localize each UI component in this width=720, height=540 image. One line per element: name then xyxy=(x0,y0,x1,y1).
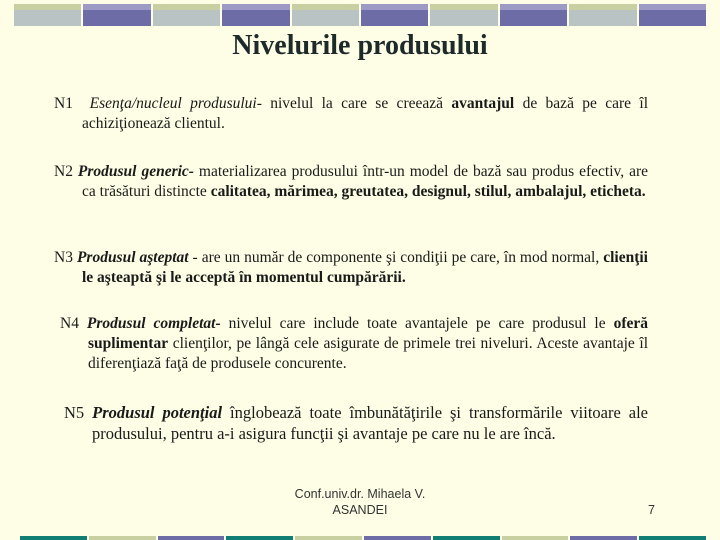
level-bold-text: calitatea, mărimea, greutatea, designul, stilul, ambalajul, eticheta. xyxy=(210,183,646,200)
level-code: N3 xyxy=(54,249,73,266)
level-name: Produsul generic- xyxy=(77,163,194,180)
level-n2 xyxy=(54,162,648,202)
level-n4 xyxy=(60,314,648,374)
top-decorative-bar xyxy=(14,4,706,26)
level-code: N5 xyxy=(64,403,85,422)
level-bold-text: avantajul xyxy=(451,95,515,112)
bottom-decorative-bar xyxy=(20,536,706,540)
level-name: Produsul completat- xyxy=(86,315,221,332)
level-text: - are un număr de componente şi condiţii pe care, în mod normal, xyxy=(188,249,604,266)
footer-author-line1: Conf.univ.dr. Mihaela V. xyxy=(294,487,426,501)
level-text: înglobează toate îmbunătăţirile şi transformările viitoare ale produsului, pentru a-i asigura funcţii şi avantaje pe care nu le are încă. xyxy=(92,403,649,443)
level-text: materializarea produsului într-un model de bază sau produs efectiv, are ca trăsături distincte xyxy=(82,163,648,200)
level-bold-text: clienţii le aşteaptă şi le acceptă în momentul cumpărării. xyxy=(82,249,648,286)
level-code: N2 xyxy=(54,163,73,180)
slide-title: Nivelurile produsului xyxy=(232,30,488,61)
level-text: nivelul la care se creează xyxy=(261,95,452,112)
level-text-after: de bază pe care îl achiziţionează clientul. xyxy=(82,95,649,132)
footer-author xyxy=(260,486,460,518)
level-text: nivelul care include toate avantajele pe care produsul le xyxy=(220,315,614,332)
level-n3 xyxy=(54,248,648,288)
level-code: N4 xyxy=(60,315,79,332)
page-number: 7 xyxy=(648,503,655,517)
level-bold-text: oferă suplimentar xyxy=(88,315,648,352)
level-name: Produsul potenţial xyxy=(92,403,223,422)
level-n1 xyxy=(54,94,648,134)
level-code: N1 xyxy=(54,95,73,112)
level-name: Esenţa/nucleul produsului- xyxy=(89,95,262,112)
level-text-after: clienţilor, pe lângă cele asigurate de primele trei niveluri. Aceste avantaje îl diferenţiază faţă de produsele concurente. xyxy=(88,335,648,372)
level-n5 xyxy=(64,402,648,444)
level-name: Produsul aşteptat xyxy=(76,249,189,266)
footer-author-line2: ASANDEI xyxy=(332,503,388,517)
